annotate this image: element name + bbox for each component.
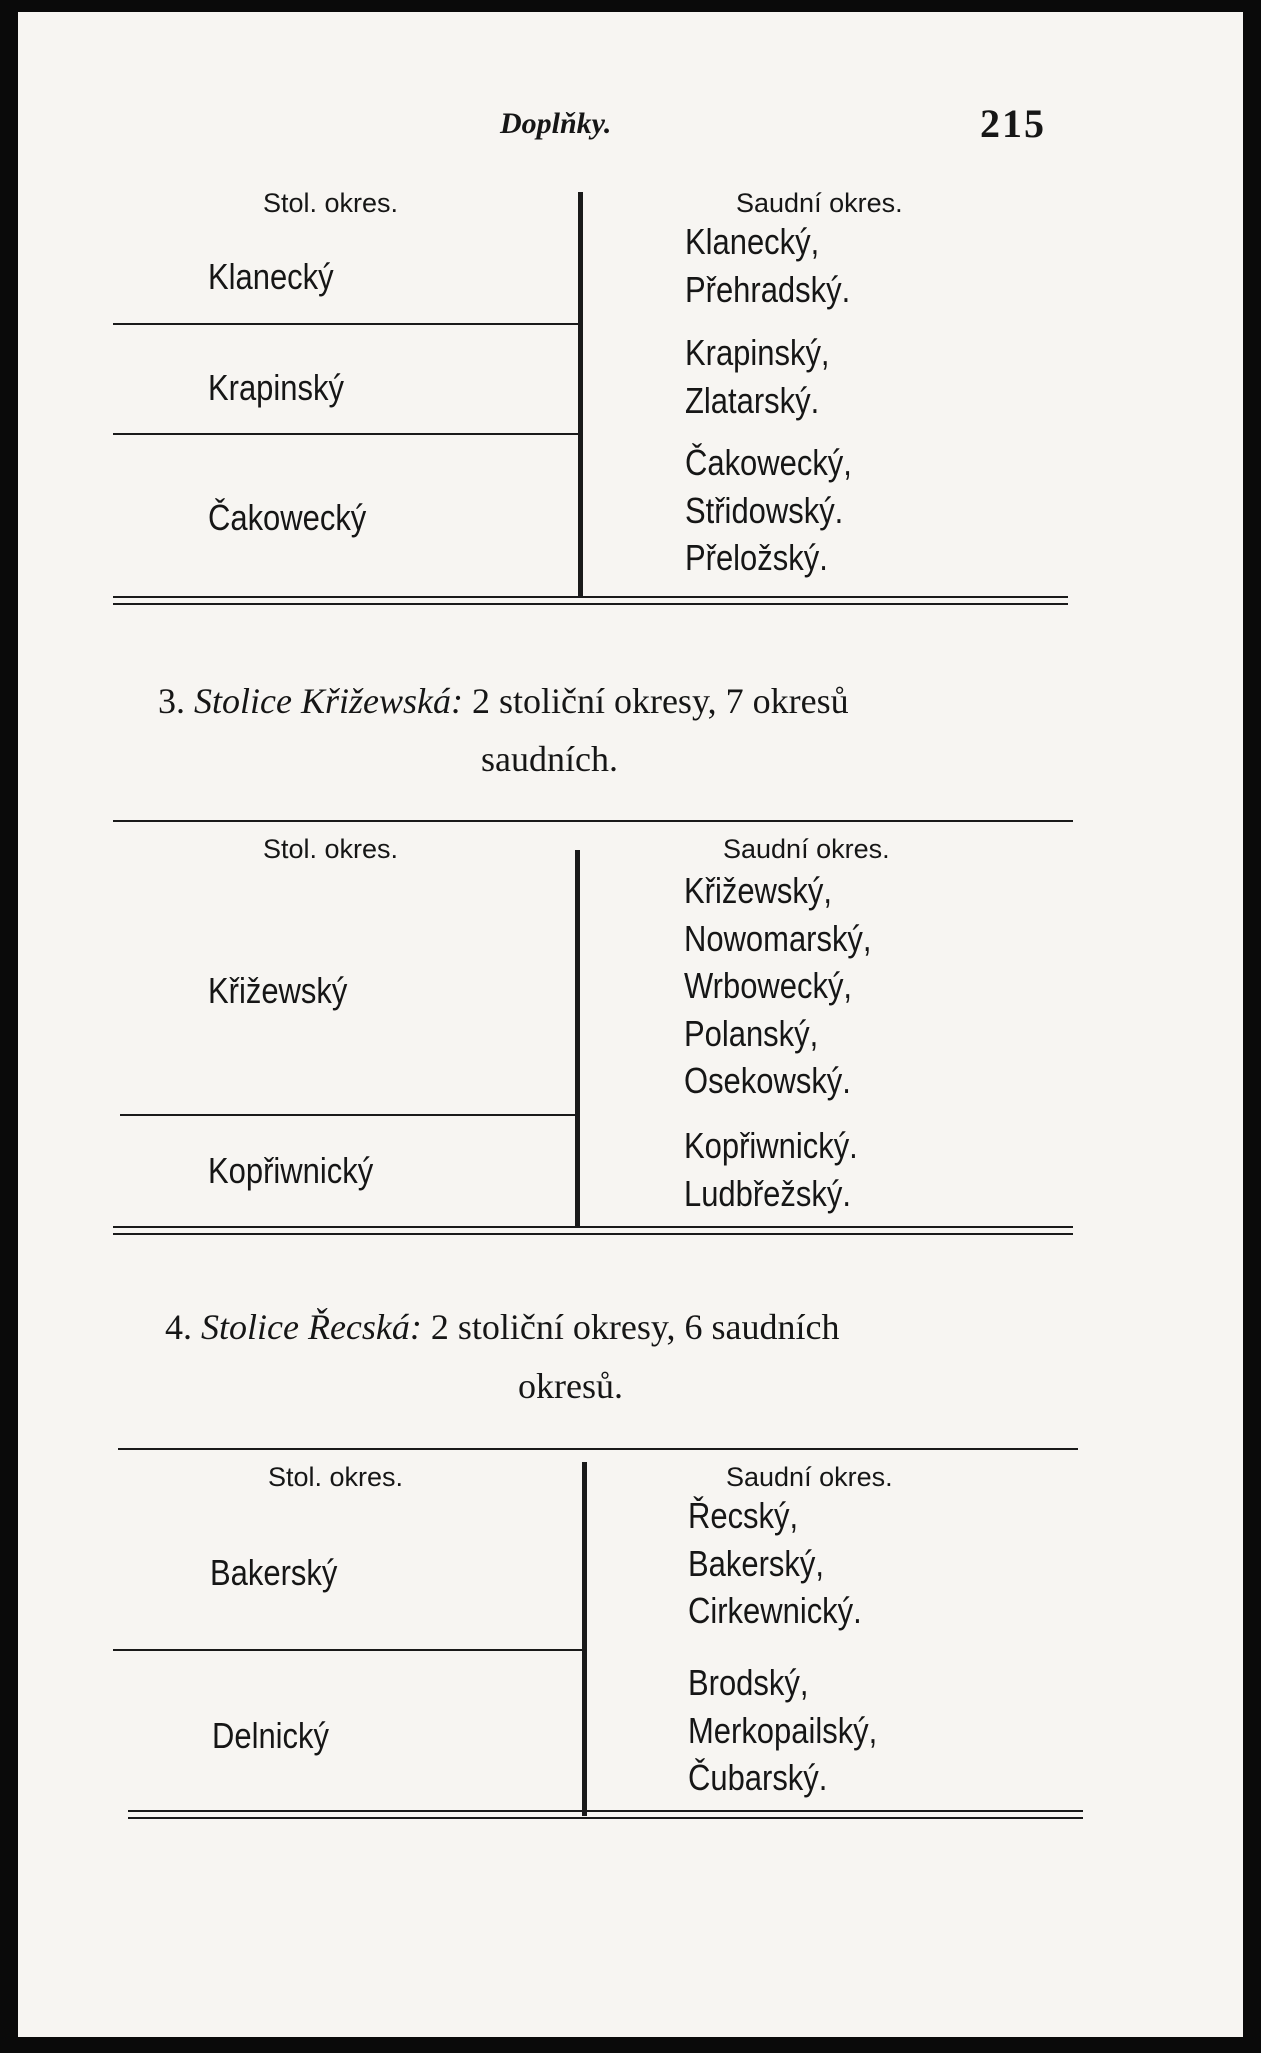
table-1-col2-header: Saudní okres. (736, 188, 903, 218)
table-row-saudni: Krapinský, Zlatarský. (685, 332, 830, 421)
table-row-stol: Krapinský (208, 367, 344, 408)
column-divider (575, 850, 580, 1228)
table-3-col1-header: Stol. okres. (268, 1462, 404, 1492)
table-row-saudni: Křižewský, Nowomarský, Wrbowecký, Polanský, Osekowský. (684, 870, 872, 1101)
table-row-stol: Kopřiwnický (208, 1150, 374, 1191)
table-row-saudni: Čakowecký, Střidowský. Přeložský. (685, 442, 852, 578)
table-bottom-rule (113, 1226, 1073, 1228)
table-row-stol: Křižewský (208, 970, 348, 1011)
section-3-heading-cont: saudních. (481, 739, 618, 779)
row-divider (113, 323, 578, 325)
table-row-stol: Bakerský (210, 1552, 338, 1593)
section-4-heading: 4. Stolice Řecská: 2 stoliční okresy, 6 saudních (165, 1307, 840, 1347)
table-bottom-rule (113, 603, 1068, 605)
table-row-stol: Klanecký (208, 256, 334, 297)
table-1-col1-header: Stol. okres. (263, 188, 399, 218)
table-bottom-rule (128, 1810, 1083, 1812)
table-2-col2-header: Saudní okres. (723, 834, 890, 864)
table-3-col2-header: Saudní okres. (726, 1462, 893, 1492)
table-2-col1-header: Stol. okres. (263, 834, 399, 864)
table-bottom-rule (113, 596, 1068, 598)
section-3-heading: 3. Stolice Křižewská: 2 stoliční okresy, 7 okresů (158, 681, 849, 721)
running-title: Doplňky. (500, 107, 612, 140)
page-number: 215 (980, 101, 1046, 146)
table-row-stol: Delnický (212, 1715, 330, 1756)
table-top-rule (113, 820, 1073, 822)
row-divider (113, 433, 578, 435)
table-row-saudni: Brodský, Merkopailský, Čubarský. (688, 1662, 878, 1798)
table-bottom-rule (113, 1233, 1073, 1235)
table-row-stol: Čakowecký (208, 497, 367, 538)
table-row-saudni: Kopřiwnický. Ludbřežský. (684, 1125, 858, 1214)
book-page (18, 12, 1243, 2037)
table-top-rule (118, 1448, 1078, 1450)
column-divider (582, 1462, 587, 1816)
row-divider (113, 1649, 582, 1651)
table-row-saudni: Řecský, Bakerský, Cirkewnický. (688, 1495, 862, 1631)
section-4-heading-cont: okresů. (518, 1366, 623, 1406)
row-divider (120, 1114, 575, 1116)
table-row-saudni: Klanecký, Přehradský. (685, 221, 851, 310)
table-bottom-rule (128, 1817, 1083, 1819)
column-divider (578, 192, 583, 598)
